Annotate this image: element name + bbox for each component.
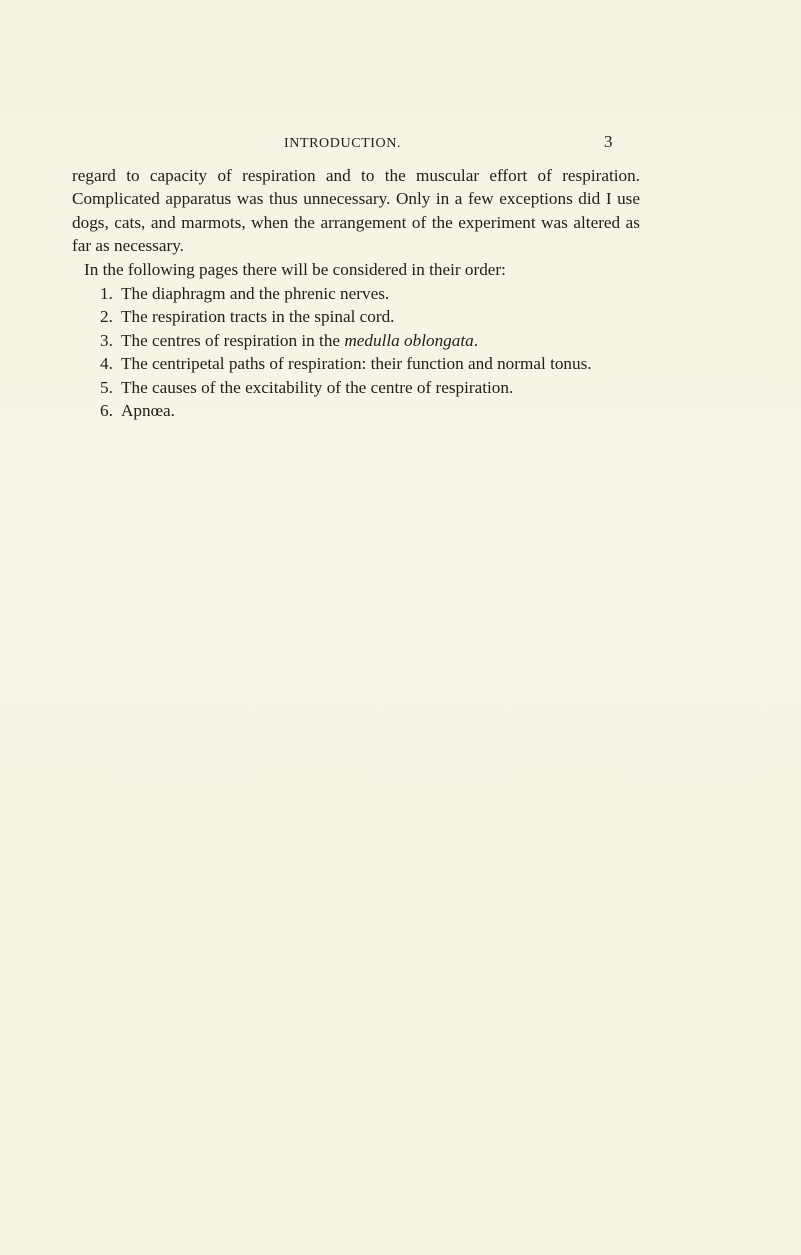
paragraph: In the following pages there will be considered in their order:: [84, 259, 506, 279]
list-item-text: The centripetal paths of respiration: their function and normal tonus.: [121, 354, 592, 374]
running-title: INTRODUCTION.: [284, 136, 402, 151]
latin-term: medulla oblongata: [344, 330, 474, 350]
paragraph: regard to capacity of respiration and to the muscular effort of respiration. Complicated apparatus was thus unnecessary. Only in a few exceptions did I use dogs, cats, and marmots, when the arrangement of the experiment was altered as far as necessary.: [72, 166, 640, 256]
list-item: [72, 376, 640, 399]
list-item-text: The respiration tracts in the spinal cord.: [121, 307, 395, 327]
list-item-number: 3.: [100, 330, 113, 350]
topic-list: [72, 282, 640, 422]
page-number: 3: [604, 132, 613, 151]
list-item-text: [121, 329, 640, 352]
list-item-text: The diaphragm and the phrenic nerves.: [121, 284, 390, 304]
list-item-text: Apnœa.: [121, 401, 175, 421]
list-item-number: 6.: [100, 401, 113, 421]
list-item-text-part: .: [473, 330, 479, 350]
list-item-number: 2.: [100, 307, 113, 327]
list-item: [72, 282, 640, 305]
list-item-number: 1.: [100, 284, 113, 304]
list-item: [72, 399, 640, 422]
list-item-text: The causes of the excitability of the centre of respiration.: [121, 377, 514, 397]
list-item: [72, 305, 640, 328]
list-item: [72, 352, 640, 375]
body-text: [72, 164, 640, 422]
page-header: [0, 132, 801, 156]
list-item-number: 5.: [100, 377, 113, 397]
list-item-number: 4.: [100, 354, 113, 374]
list-item-text-part: The centres of respiration in the: [121, 330, 345, 350]
list-item: [72, 329, 640, 352]
